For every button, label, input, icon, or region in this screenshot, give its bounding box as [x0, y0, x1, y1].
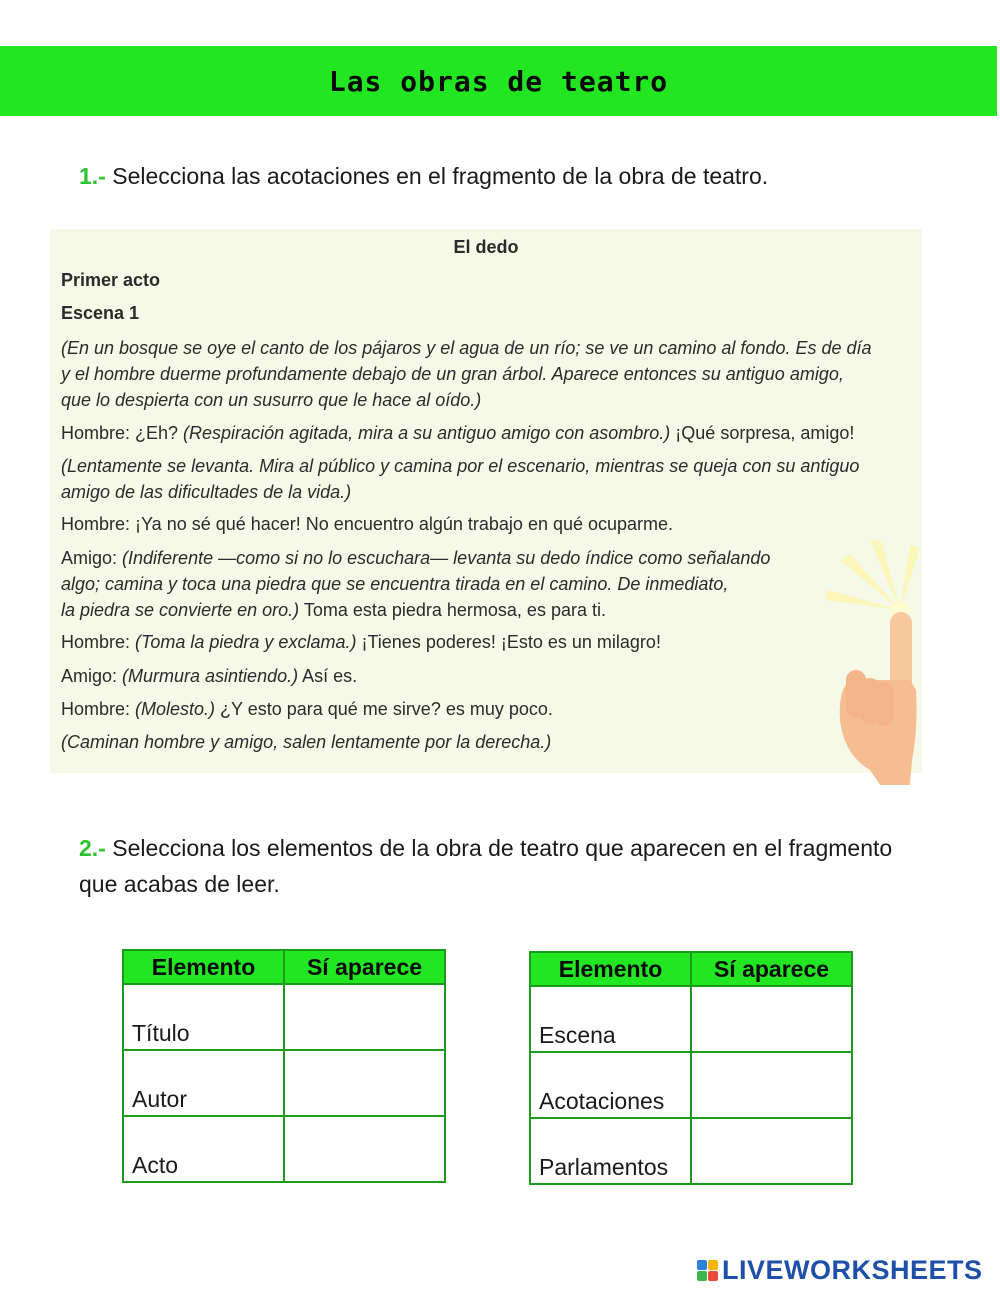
play-excerpt	[50, 229, 922, 773]
answer-cell[interactable]	[691, 1118, 852, 1184]
dialogue-line	[61, 699, 553, 720]
question-text: que acabas de leer.	[79, 871, 280, 897]
elements-table-2	[529, 951, 853, 1185]
answer-cell[interactable]	[284, 1116, 445, 1182]
column-header: Elemento	[530, 952, 691, 986]
table-row	[530, 986, 852, 1052]
question-text: Selecciona los elementos de la obra de teatro que aparecen en el fragmento	[112, 835, 893, 861]
element-label: Acotaciones	[530, 1052, 691, 1118]
element-label: Escena	[530, 986, 691, 1052]
logo-blocks-icon	[697, 1260, 718, 1281]
column-header: Elemento	[123, 950, 284, 984]
excerpt-line: (Caminan hombre y amigo, salen lentamente por la derecha.)	[61, 732, 552, 752]
stage-direction[interactable]	[61, 335, 872, 413]
stage-direction[interactable]	[61, 453, 859, 505]
excerpt-scene: Escena 1	[61, 303, 140, 323]
element-label: Acto	[123, 1116, 284, 1182]
answer-cell[interactable]	[691, 986, 852, 1052]
stage-direction[interactable]: algo; camina y toca una piedra que se encuentra tirada en el camino. De inmediato,	[61, 574, 729, 594]
stage-direction[interactable]: (Respiración agitada, mira a su antiguo amigo con asombro.)	[183, 423, 671, 443]
excerpt-line: (En un bosque se oye el canto de los pájaros y el agua de un río; se ve un camino al fondo. Es de día	[61, 338, 872, 358]
dialogue-line	[61, 666, 357, 687]
excerpt-title: El dedo	[453, 237, 519, 257]
stage-direction[interactable]: (Murmura asintiendo.)	[122, 666, 299, 686]
question-1	[79, 158, 768, 194]
liveworksheets-logo	[697, 1254, 983, 1286]
speaker: Hombre:	[61, 699, 136, 719]
table-row	[123, 1050, 445, 1116]
table-row	[123, 984, 445, 1050]
stage-direction[interactable]: (Toma la piedra y exclama.)	[135, 632, 357, 652]
answer-cell[interactable]	[691, 1052, 852, 1118]
dialogue-line	[61, 632, 661, 653]
speech: Toma esta piedra hermosa, es para ti.	[299, 600, 606, 620]
speech: ¡Tienes poderes! ¡Esto es un milagro!	[356, 632, 661, 652]
logo-text: LIVEWORKSHEETS	[722, 1254, 983, 1285]
answer-cell[interactable]	[284, 1050, 445, 1116]
pointing-finger-icon	[820, 540, 930, 790]
speech: ¿Y esto para qué me sirve? es muy poco.	[215, 699, 553, 719]
dialogue-line	[61, 423, 854, 444]
speaker: Hombre:	[61, 632, 136, 652]
table-row	[123, 1116, 445, 1182]
stage-direction[interactable]: (Indiferente —como si no lo escuchara— levanta su dedo índice como señalando	[122, 548, 771, 568]
dialogue-line	[61, 545, 770, 623]
speaker: Amigo:	[61, 548, 123, 568]
excerpt-act: Primer acto	[61, 270, 161, 290]
element-label: Título	[123, 984, 284, 1050]
excerpt-line: que lo despierta con un susurro que le hace al oído.)	[61, 390, 482, 410]
table-row	[530, 1118, 852, 1184]
page-title: Las obras de teatro	[328, 64, 669, 98]
answer-cell[interactable]	[284, 984, 445, 1050]
column-header: Sí aparece	[284, 950, 445, 984]
question-number: 2.-	[79, 835, 106, 861]
stage-direction[interactable]	[61, 732, 551, 753]
element-label: Parlamentos	[530, 1118, 691, 1184]
excerpt-line: (Lentamente se levanta. Mira al público y camina por el escenario, mientras se queja con su antiguo	[61, 456, 860, 476]
question-number: 1.-	[79, 163, 106, 189]
question-2	[79, 830, 929, 902]
column-header: Sí aparece	[691, 952, 852, 986]
question-text: Selecciona las acotaciones en el fragmento de la obra de teatro.	[112, 163, 769, 189]
stage-direction[interactable]: la piedra se convierte en oro.)	[61, 600, 300, 620]
title-banner	[0, 46, 997, 116]
stage-direction[interactable]: (Molesto.)	[135, 699, 216, 719]
speaker: Amigo:	[61, 666, 123, 686]
speech: ¡Qué sorpresa, amigo!	[670, 423, 855, 443]
element-label: Autor	[123, 1050, 284, 1116]
excerpt-line: amigo de las dificultades de la vida.)	[61, 482, 352, 502]
table-row	[530, 1052, 852, 1118]
speaker: Hombre: ¿Eh?	[61, 423, 184, 443]
dialogue-line: Hombre: ¡Ya no sé qué hacer! No encuentro algún trabajo en qué ocuparme.	[61, 514, 674, 534]
elements-table-1	[122, 949, 446, 1183]
excerpt-line: y el hombre duerme profundamente debajo de un gran árbol. Aparece entonces su antiguo amigo,	[61, 364, 844, 384]
speech: Así es.	[298, 666, 358, 686]
